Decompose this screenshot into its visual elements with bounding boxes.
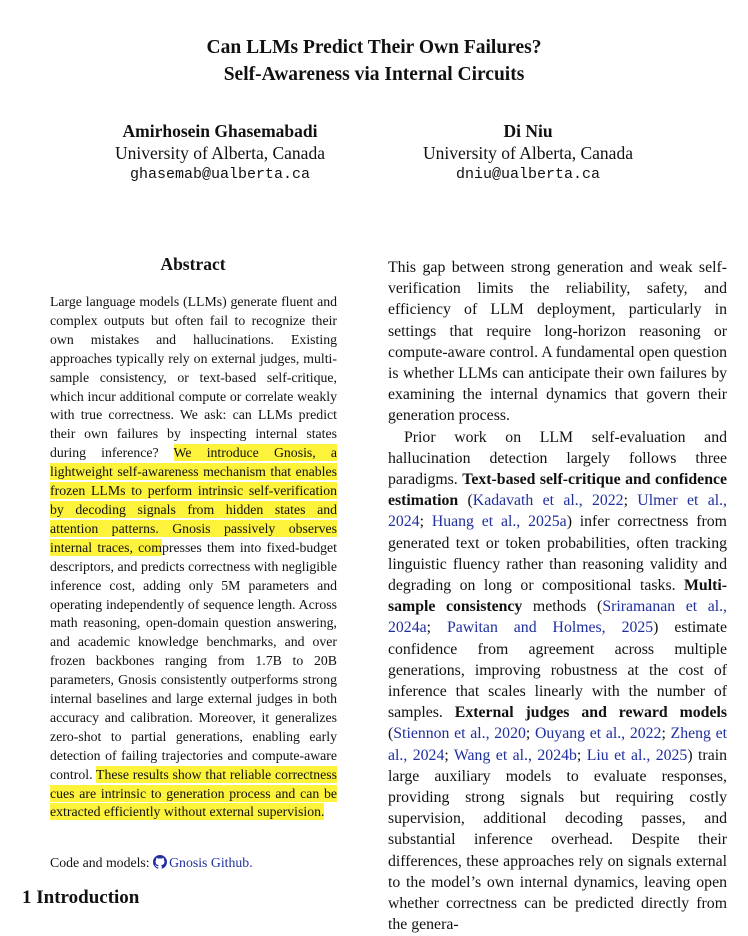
github-link[interactable] bbox=[153, 855, 253, 870]
author-email[interactable]: ghasemab@ualberta.ca bbox=[129, 166, 311, 183]
text-run: estimate confidence from agreement across multiple generations, improving robustness at the cost of inference that scales linearly with the number of samples. bbox=[388, 619, 728, 722]
citation-link[interactable]: Stiennon et al., 2020 bbox=[393, 725, 526, 743]
abstract-heading: Abstract bbox=[160, 254, 226, 274]
citation-link[interactable]: Liu et al., 2025 bbox=[586, 746, 688, 764]
abstract-body bbox=[50, 293, 337, 822]
abstract-text: Large language models (LLMs) generate fluent and complex outputs but often fail to recognize their own mistakes and hallucinations. Existing approaches typically rely on external judges, multi-sample consistency, or text-based self-critique, which incur additional compute or correlate weakly with true correctness. We ask: can LLMs predict their own failures by inspecting internal states during inference? bbox=[50, 294, 337, 461]
citation-link[interactable]: Pawitan and Holmes, 2025 bbox=[446, 619, 654, 637]
author-affiliation: University of Alberta, Canada bbox=[423, 143, 633, 163]
abstract-highlight: We introduce Gnosis, a lightweight self-awareness mechanism that enables frozen LLMs to perform intrinsic self-verification by decoding signals from hidden states and attention patterns. Gnosis passively observes internal traces, com bbox=[50, 445, 337, 555]
citation-link[interactable]: Kadavath et al., 2022 bbox=[472, 492, 624, 510]
author-name: Amirhosein Ghasemabadi bbox=[122, 121, 318, 141]
citation-link[interactable]: Huang et al., 2025a bbox=[431, 513, 567, 531]
abstract-text: presses them into fixed-budget descriptors, and predicts correctness with negligible inference cost, adding only 5M parameters and operating independently of sequence length. Across math reasoning, open-domain question answering, and academic knowledge benchmarks, and over frozen backbones ranging from 1.7B to 20B parameters, Gnosis consistently outperforms strong internal baselines and large external judges in both accuracy and calibration. Moreover, it generalizes zero-shot to partial generations, enabling early detection of failing trajectories and compute-aware control. bbox=[50, 539, 337, 782]
code-label: Code and models: bbox=[50, 855, 150, 870]
bold-term: External judges and reward models bbox=[454, 704, 727, 722]
paragraph: This gap between strong generation and weak self-verification limits the reliability, safety, and efficiency of LLM deployment, particularly in settings that require long-horizon reasoning or compute-aware control. A fundamental open question is whether LLMs can anticipate their own failures by examining the internal dynamics that govern their generation process. bbox=[388, 259, 727, 425]
bold-term: Multi-sample consistency bbox=[388, 577, 728, 616]
bold-term: Text-based self-critique and confidence estimation bbox=[388, 471, 728, 510]
author-email[interactable]: dniu@ualberta.ca bbox=[455, 166, 601, 183]
citation-link[interactable]: Sriramanan et al., 2024a bbox=[388, 598, 727, 637]
github-link-text[interactable]: Gnosis Github. bbox=[169, 855, 253, 870]
abstract-highlight: These results show that reliable correctness cues are intrinsic to generation process and can be extracted efficiently without external supervision. bbox=[50, 766, 338, 820]
title-line-1: Can LLMs Predict Their Own Failures? bbox=[206, 37, 542, 58]
author-block-1 bbox=[70, 120, 370, 186]
citation-link[interactable]: Ulmer et al., 2024 bbox=[388, 492, 727, 531]
github-icon bbox=[153, 855, 167, 869]
code-availability bbox=[50, 855, 253, 871]
text-run: infer correctness from generated text or token probabilities, often tracking linguistic fluency rather than reasoning validity and degrading on long or compositional tasks. bbox=[388, 513, 727, 595]
citation-link[interactable]: Ouyang et al., 2022 bbox=[534, 725, 662, 743]
author-block-2 bbox=[378, 120, 678, 186]
section-heading-introduction: 1 Introduction bbox=[22, 887, 140, 908]
paragraph: Prior work on LLM self-evaluation and hallucination detection largely follows three paradigms. Text-based self-critique and confidence estimation (Kadavath et al., 2022; Ulmer et al., 2024; Huang et al., 2025a) infer correctness from generated text or token probabilities, often tracking linguistic fluency rather than reasoning validity and degrading on long or compositional tasks. Multi-sample consistency methods (Sriramanan et al., 2024a; Pawitan and Holmes, 2025) estimate confidence from agreement across multiple generations, improving robustness at the cost of inference that scales linearly with the number of samples. External judges and reward models (Stiennon et al., 2020; Ouyang et al., 2022; Zheng et al., 2024; Wang et al., 2024b; Liu et al., 2025) train large auxiliary models to evaluate responses, providing strong signals but requiring costly supervision, additional decoding passes, and substantial inference overhead. Despite their differences, these approaches rely on signals external to the model’s own internal dynamics, leaving open whether correctness can be predicted directly from the genera- bbox=[388, 428, 728, 934]
author-affiliation: University of Alberta, Canada bbox=[115, 143, 325, 163]
text-run: methods bbox=[532, 598, 587, 616]
text-run: train large auxiliary models to evaluate responses, providing strong signals but requiring costly supervision, additional decoding passes, and substantial inference overhead. Despite their differences, these approaches rely on signals external to the model’s own internal dynamics, leaving open whether correctness can be predicted directly from the genera- bbox=[388, 746, 727, 934]
right-column bbox=[388, 257, 727, 936]
title-line-2: Self-Awareness via Internal Circuits bbox=[223, 64, 525, 85]
author-name: Di Niu bbox=[503, 121, 553, 141]
paper-title bbox=[0, 34, 748, 88]
citation-link[interactable]: Wang et al., 2024b bbox=[453, 746, 577, 764]
text-run: Prior work on LLM self-evaluation and hallucination detection largely follows three paradigms. bbox=[388, 428, 727, 489]
citation-link[interactable]: Zheng et al., 2024 bbox=[388, 725, 728, 764]
